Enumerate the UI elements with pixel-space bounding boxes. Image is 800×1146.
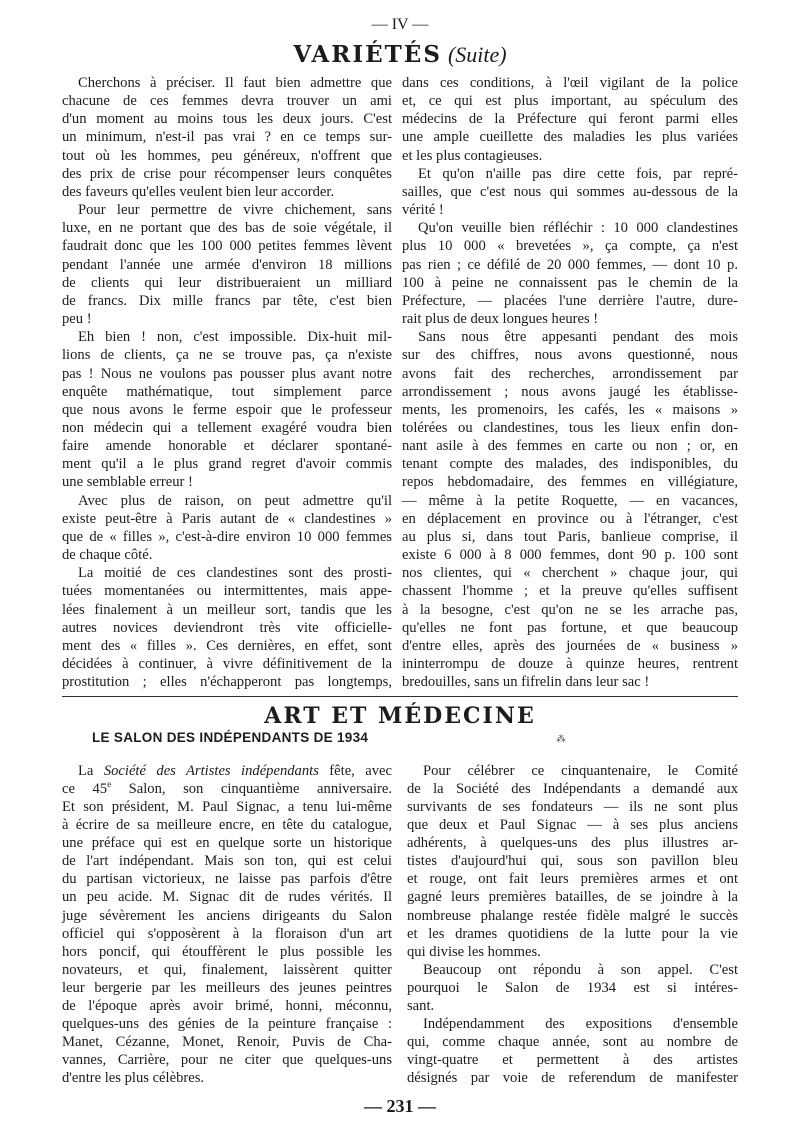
text-line: et les drames quotidiens de la lutte pour la vie — [407, 925, 738, 942]
text-line: chassent l'homme ; et la preuve qu'elles suffisent — [402, 583, 738, 600]
text-line: arrondissement ; nous avons jaugé les établisse- — [402, 383, 738, 400]
text-line: Sans nous être appesanti pendant des mois — [418, 329, 738, 346]
text-line: avons fait des recherches, arrondissement par — [402, 365, 738, 382]
text-line: nant asile à des femmes en carte ou non ; or, en — [402, 438, 738, 455]
text-line: décidées à continuer, à vivre définitivement de la — [62, 656, 392, 672]
paragraph — [402, 219, 738, 328]
text-line: une semblable erreur ! — [62, 474, 193, 491]
text-segment: Salon, son cinquantième anniversaire. — [111, 781, 392, 798]
article-title: ART ET MÉDECINE — [264, 703, 536, 729]
text-line: Indépendamment des expositions d'ensemble — [423, 1015, 738, 1032]
text-line: autres novices deviendront très vite officielle- — [62, 619, 392, 636]
text-line: dans ces conditions, à l'œil vigilant de la police — [402, 75, 738, 91]
text-line: d'entre les plus célèbres. — [62, 1070, 205, 1087]
text-line: ments, les promenoirs, les cafés, les « maisons » — [402, 401, 738, 418]
text-line: Et son président, M. Paul Signac, a tenu lui-même — [62, 799, 392, 816]
text-line: chacune de ces femmes devra trouver un ami — [62, 93, 392, 110]
text-line: adhérents, à quelques-uns des plus illustres ar- — [407, 835, 738, 852]
text-line: prostitution ; elles n'échapperont pas longtemps, — [62, 674, 392, 691]
section-divider — [62, 696, 738, 697]
text-segment: fête, avec — [318, 763, 392, 779]
text-line: hors poncif, qui étouffèrent le plus possible les — [62, 943, 392, 960]
text-line: d'entre elles, après des journées de « business » — [402, 637, 738, 654]
text-line: qu'elles ne font pas fortune, et que beaucoup — [402, 619, 738, 636]
text-line: au plus si, dans tout Paris, banlieue comprise, il — [402, 528, 738, 545]
text-line — [62, 780, 392, 798]
text-line: nombreuse phalange restée fidèle malgré le succès — [407, 907, 738, 924]
paragraph — [62, 201, 392, 328]
text-line: novateurs, et qui, finalement, laissèrent quitter — [62, 961, 392, 978]
text-line: une ample cueillette des maladies les plus variées — [402, 129, 738, 146]
text-line: en déplacement en province ou à l'étranger, c'est — [402, 510, 738, 527]
text-line: Manet, Cézanne, Monet, Renoir, Puvis de Cha- — [62, 1033, 392, 1050]
text-segment: La — [78, 763, 104, 779]
section-title-text: VARIÉTÉS — [293, 41, 442, 68]
text-line: vérité ! — [402, 202, 444, 219]
text-line: rait plus de deux longues heures ! — [402, 311, 599, 328]
text-line: de francs. Dix mille francs par tête, c'est bien — [62, 292, 392, 309]
text-line: Préfecture, — placées l'une derrière l'autre, dure- — [402, 292, 738, 309]
text-line: des prix de crise pour récompenser leurs conquêtes — [62, 165, 392, 182]
text-line: à la besogne, c'est qu'on ne se les arrache pas, — [402, 601, 738, 618]
text-line: tistes d'aujourd'hui qui, sous son pavillon bleu — [407, 853, 738, 870]
text-line: de la Société des Indépendants a demandé aux — [407, 781, 738, 798]
text-line: Pour célébrer ce cinquantenaire, le Comité — [423, 763, 738, 779]
text-line: ment qu'il a le plus grand regret d'avoir commis — [62, 456, 392, 473]
text-line: que deux et Paul Signac — à ses plus anciens — [407, 817, 738, 834]
text-line: des faveurs qu'elles veulent bien leur accorder. — [62, 183, 335, 200]
text-line: à écrire de sa meilleure encre, en tête du catalogue, — [62, 817, 392, 834]
text-line: vannes, Carrière, pour ne citer que quelques-uns — [62, 1052, 392, 1068]
paragraph — [407, 961, 738, 1015]
text-line: d'un moment au moins tous les deux jours. C'est — [62, 111, 392, 128]
text-line: Qu'on veuille bien réfléchir : 10 000 clandestines — [418, 220, 738, 237]
text-line: tuées momentanées ou intermittentes, mais appe- — [62, 583, 392, 600]
text-line: vingt-quatre et permettent à des artistes — [407, 1052, 738, 1068]
section-subtitle: (Suite) — [447, 42, 507, 67]
art-right-column — [407, 762, 738, 1087]
text-line: non médecin qui a tellement exagéré voudra bien — [62, 419, 392, 436]
text-line: Et qu'on n'aille pas dire cette fois, par repré- — [418, 165, 738, 182]
text-line: un peu acide. M. Signac dit de rudes vérités. Il — [62, 889, 392, 906]
text-line: repos hebdomadaire, des femmes en villégiature, — [402, 474, 738, 491]
paragraph — [407, 1015, 738, 1087]
text-line: tout où les hommes, peu généreux, n'offrent que — [62, 147, 392, 164]
text-line: nos clientes, qui « cherchent » chaque jour, qui — [402, 565, 738, 582]
text-line: sailles, que c'est nous qui sommes au-dessous de la — [402, 183, 738, 200]
paragraph — [402, 328, 738, 691]
text-line: plus 10 000 « brevetées », ça compte, ça n'est — [402, 238, 738, 255]
text-line: faire amende honorable et déclarer spontané- — [62, 438, 392, 455]
text-line: Pour leur permettre de vivre chichement, sans — [78, 202, 392, 219]
art-left-column — [62, 762, 392, 1087]
text-line: leur bergerie par les meilleurs des jeunes peintres — [62, 979, 392, 996]
paragraph — [62, 74, 392, 201]
text-line: qui, comme chaque année, sont au nombre de — [407, 1033, 738, 1050]
text-line: pourquoi le Salon de 1934 est si intéres- — [407, 979, 738, 996]
text-line: Cherchons à préciser. Il faut bien admettre que — [78, 75, 392, 91]
page-number: — 231 — — [364, 1096, 436, 1116]
text-line: enquête mathématique, tout simplement parce — [62, 383, 392, 400]
paragraph — [62, 564, 392, 691]
paragraph — [62, 328, 392, 491]
text-line: pas ! Nous ne voulons pas pousser plus avant notre — [62, 365, 392, 382]
text-line: qui divise les hommes. — [407, 943, 541, 960]
text-line: faudrait donc que les 100 000 petites femmes lèvent — [62, 238, 392, 255]
italic-text: Société des Artistes indépendants — [103, 763, 319, 779]
text-line: survivants de ses fondateurs — ils ne sont plus — [407, 799, 738, 816]
varietes-left-column — [62, 74, 392, 691]
asterism-ornament: ⁂ — [556, 734, 566, 745]
text-line: du partisan victorieux, ne laisse pas parfois d'être — [62, 871, 392, 888]
text-line: une préface qui est en quelque sorte un historique — [62, 835, 392, 852]
article-subtitle: LE SALON DES INDÉPENDANTS DE 1934 — [92, 730, 369, 745]
text-line: lées finalement à un meilleur sort, tandis que les — [62, 601, 392, 618]
text-line: 100 à peine ne connaissent pas le chemin de la — [402, 274, 738, 291]
text-line: et, ce qui est plus important, au spéculum des — [402, 93, 738, 110]
paragraph — [402, 165, 738, 219]
paragraph — [62, 492, 392, 565]
text-line: bredouilles, sans un fifrelin dans leur sac ! — [402, 674, 650, 691]
text-line: existe peut-être à Paris autant de « clandestines » — [62, 510, 392, 527]
text-line: — même à la petite Roquette, — en vacances, — [402, 492, 738, 509]
text-line: Avec plus de raison, on peut admettre qu'il — [78, 492, 392, 509]
text-line: médecins de la Préfecture qui feront parmi elles — [402, 111, 738, 128]
text-line: que de « filles », c'est-à-dire environ 10 000 femmes — [62, 528, 392, 545]
text-line: de l'art indépendant. Mais son ton, qui est celui — [62, 853, 392, 870]
paragraph — [402, 74, 738, 165]
text-line: officiel qui s'opposèrent à la floraison d'un art — [62, 925, 392, 942]
text-line: peu ! — [62, 311, 92, 328]
text-line: de clients qui leur distribueraient un milliard — [62, 274, 392, 291]
paragraph — [407, 762, 738, 961]
text-line: sant. — [407, 997, 435, 1014]
text-line: pendant l'année une armée d'environ 18 millions — [62, 256, 392, 273]
superscript: e — [107, 779, 112, 790]
text-line: existe 6 000 à 8 000 femmes, dont 90 p. 100 sont — [402, 547, 738, 564]
section-title — [0, 41, 800, 68]
text-line: ininterrompu de douze à quinze heures, rentrent — [402, 656, 738, 672]
text-line: Beaucoup ont répondu à son appel. C'est — [423, 961, 738, 978]
text-line: gagné leurs premières batailles, de se joindre à la — [407, 889, 738, 906]
varietes-right-column — [402, 74, 738, 691]
text-line: un minimum, n'est-il pas vrai ? en ce temps sur- — [62, 129, 392, 146]
text-line: tolérées ou clandestines, tous les lieux enfin don- — [402, 419, 738, 436]
text-line: Eh bien ! non, c'est impossible. Dix-huit mil- — [78, 329, 392, 346]
section-folio: — IV — — [371, 16, 429, 33]
text-line: sur des chiffres, nous avons questionné, nous — [402, 347, 738, 364]
text-line: de l'époque après avoir brimé, honni, méconnu, — [62, 997, 392, 1014]
text-line: et rouge, ont fait leurs premières armes et ont — [407, 871, 738, 888]
text-line: ment des « filles ». Ces dernières, en effet, sont — [62, 637, 392, 654]
text-line: que nous avons le ferme espoir que le professeur — [62, 401, 392, 418]
text-line: lions de clients, ça ne se trouve pas, ça n'existe — [62, 347, 392, 364]
text-line: luxe, en ne portant que des bas de soie végétale, il — [62, 220, 392, 237]
text-line: tenant compte des malades, des indisponibles, du — [402, 456, 738, 473]
text-line: désignés par voie de referendum de manifester — [407, 1070, 738, 1087]
text-line: de chaque côté. — [62, 547, 153, 564]
text-line: juge sévèrement les anciens dirigeants du Salon — [62, 907, 392, 924]
text-line: La moitié de ces clandestines sont des prosti- — [78, 565, 392, 582]
text-line: quelques-uns des génies de la peinture française : — [62, 1015, 392, 1032]
text-line — [62, 762, 392, 780]
text-segment: ce 45 — [62, 781, 108, 798]
text-line: et les plus contagieuses. — [402, 147, 543, 164]
paragraph — [62, 762, 392, 1087]
text-line: pas rien ; ce défilé de 20 000 femmes, — dont 10 p. — [402, 256, 738, 273]
